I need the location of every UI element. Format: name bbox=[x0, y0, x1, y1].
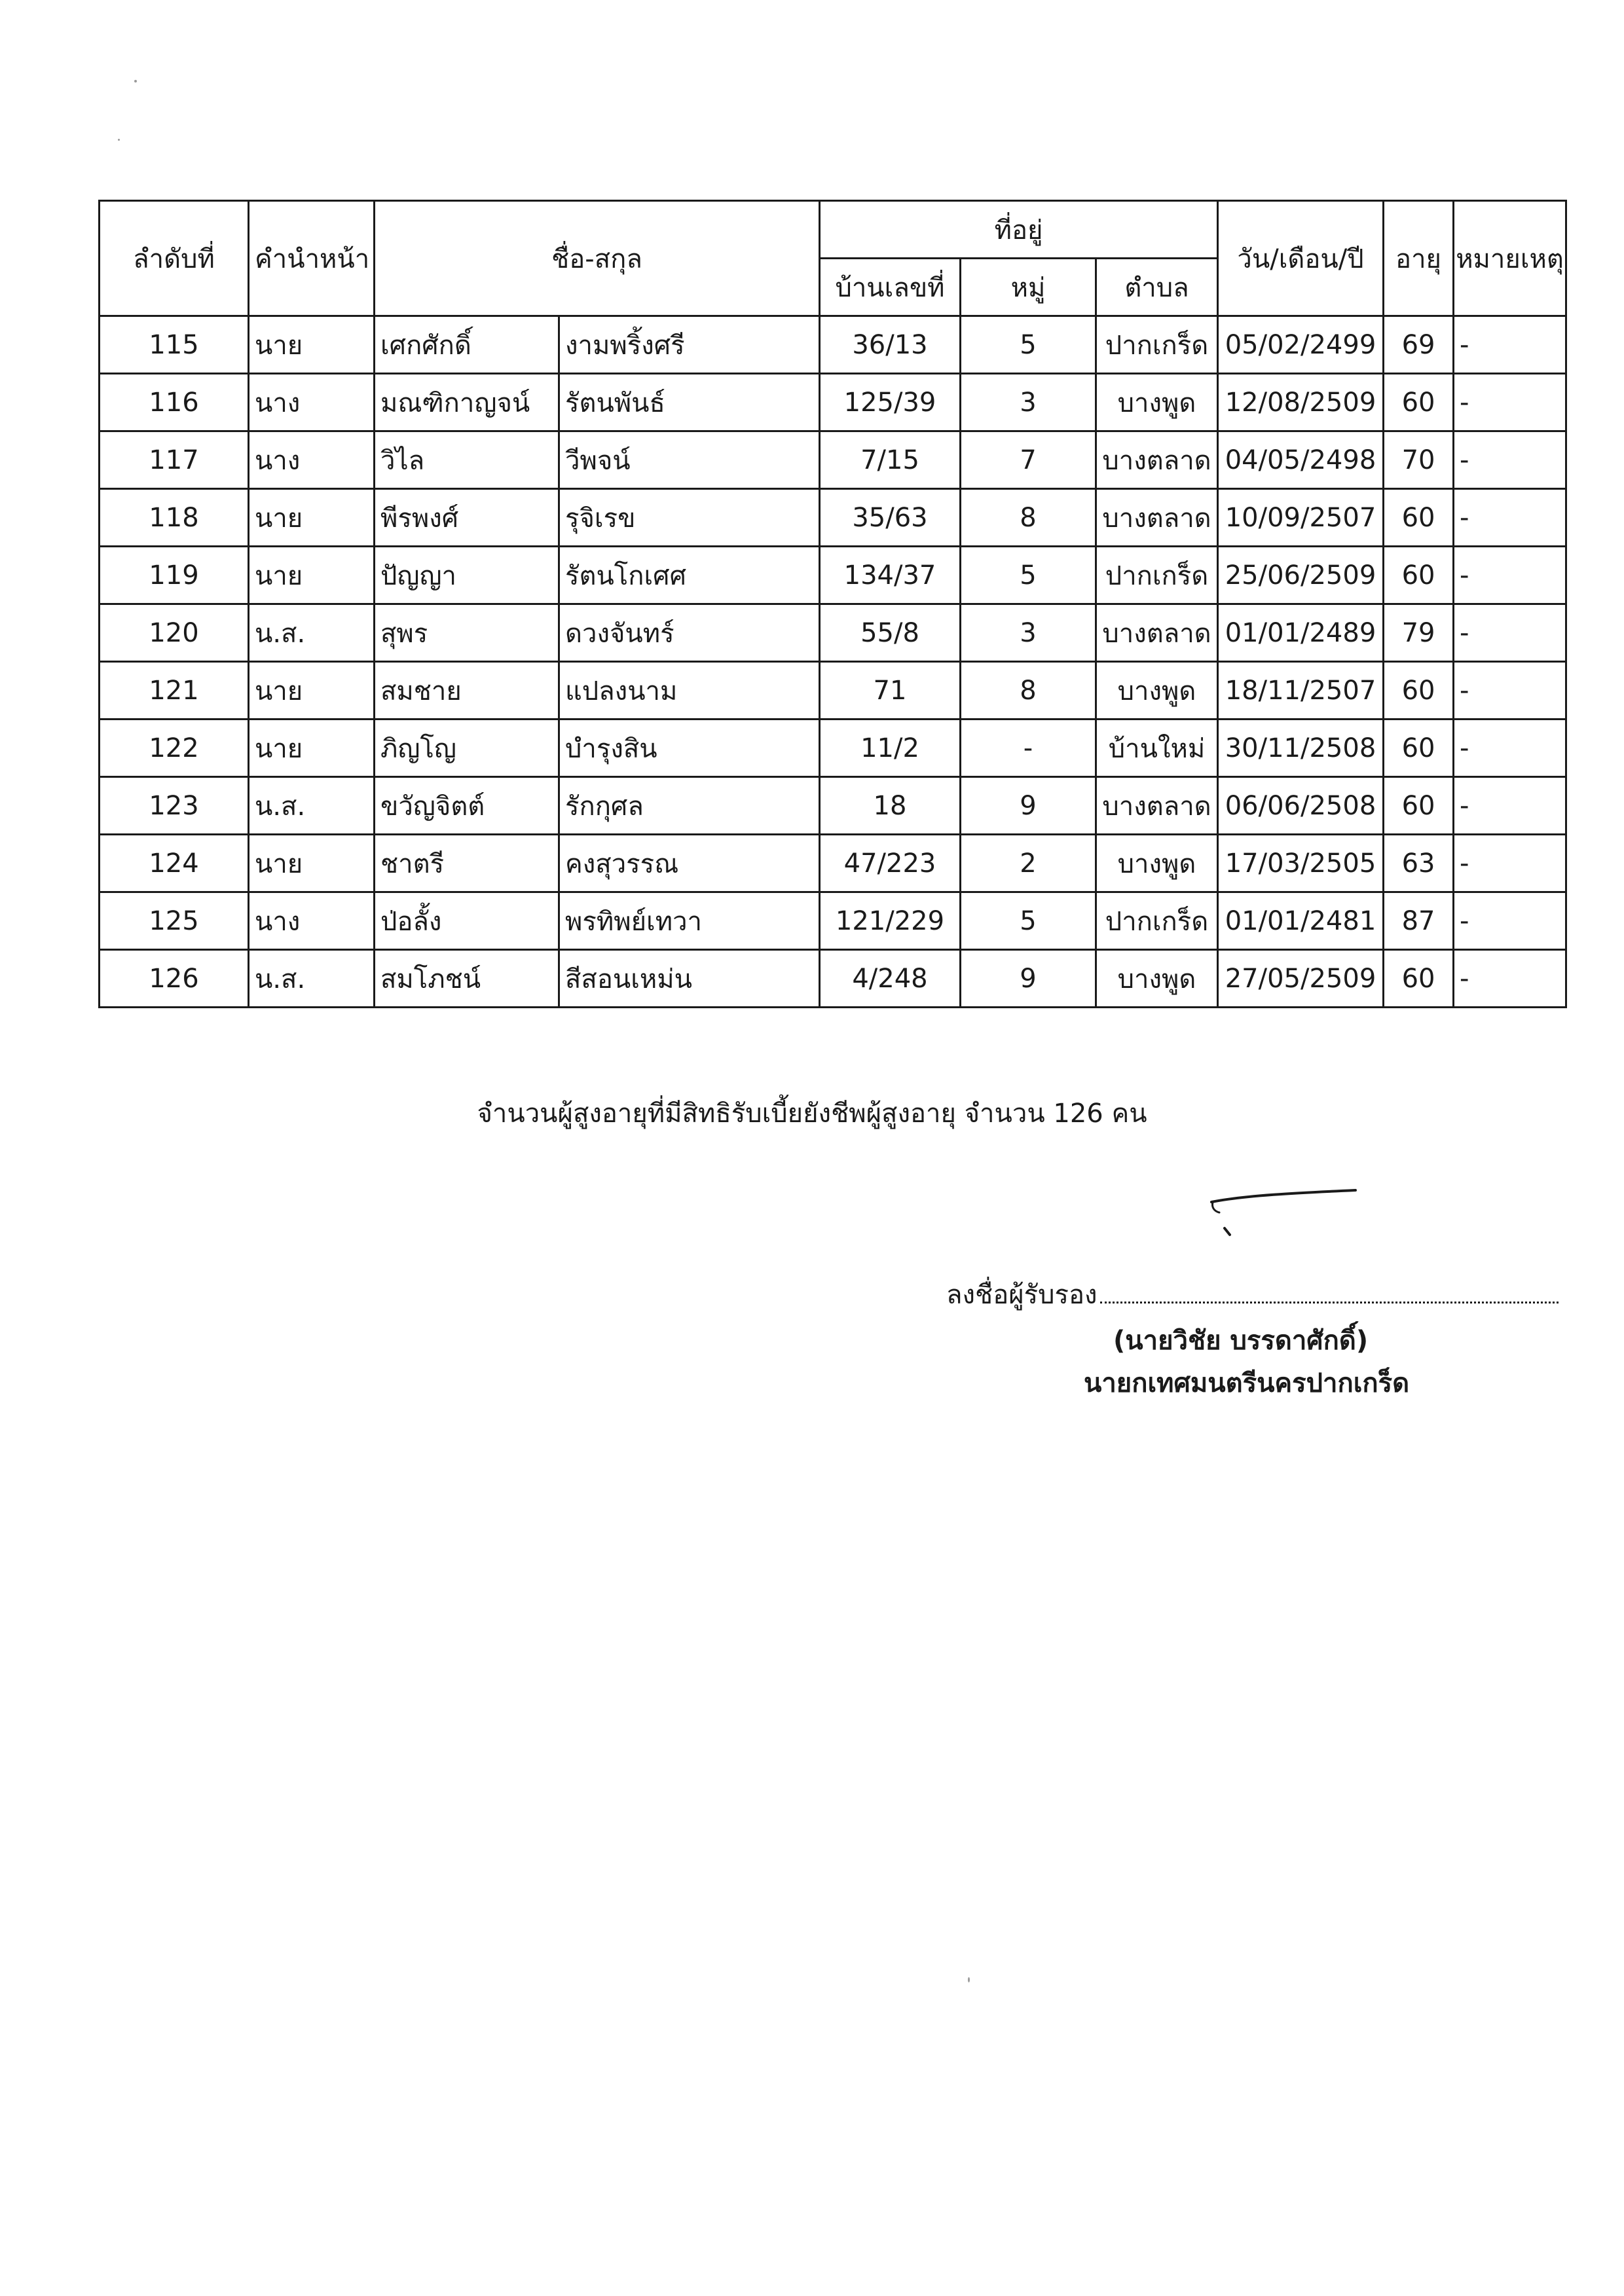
cell-prefix: น.ส. bbox=[249, 777, 375, 835]
table-row bbox=[100, 547, 1566, 604]
cell-age: 79 bbox=[1384, 604, 1454, 662]
cell-first-name: พีรพงศ์ bbox=[375, 489, 559, 547]
cell-tambon: บางพูด bbox=[1096, 374, 1218, 431]
signature-dotted-line bbox=[1100, 1302, 1559, 1303]
cell-house-no: 18 bbox=[820, 777, 961, 835]
cell-last-name: วีพจน์ bbox=[559, 431, 820, 489]
cell-moo: 3 bbox=[961, 374, 1096, 431]
cell-prefix: นาย bbox=[249, 547, 375, 604]
cell-last-name: สีสอนเหม่น bbox=[559, 950, 820, 1008]
cell-age: 69 bbox=[1384, 316, 1454, 374]
cell-first-name: วิไล bbox=[375, 431, 559, 489]
cell-moo: 8 bbox=[961, 489, 1096, 547]
cell-last-name: คงสุวรรณ bbox=[559, 835, 820, 892]
cell-house-no: 11/2 bbox=[820, 720, 961, 777]
cell-house-no: 71 bbox=[820, 662, 961, 720]
cell-moo: 5 bbox=[961, 316, 1096, 374]
header-no: ลำดับที่ bbox=[100, 201, 249, 316]
cell-remark: - bbox=[1454, 720, 1566, 777]
cell-age: 60 bbox=[1384, 720, 1454, 777]
cell-prefix: น.ส. bbox=[249, 604, 375, 662]
cell-dob: 10/09/2507 bbox=[1218, 489, 1384, 547]
cell-tambon: บางตลาด bbox=[1096, 431, 1218, 489]
cell-prefix: นาย bbox=[249, 489, 375, 547]
cell-age: 60 bbox=[1384, 777, 1454, 835]
table-row bbox=[100, 431, 1566, 489]
cell-dob: 04/05/2498 bbox=[1218, 431, 1384, 489]
cell-house-no: 7/15 bbox=[820, 431, 961, 489]
cell-prefix: น.ส. bbox=[249, 950, 375, 1008]
cell-remark: - bbox=[1454, 374, 1566, 431]
signature-label: ลงชื่อผู้รับรอง bbox=[946, 1280, 1098, 1310]
cell-remark: - bbox=[1454, 604, 1566, 662]
cell-dob: 25/06/2509 bbox=[1218, 547, 1384, 604]
header-prefix: คำนำหน้า bbox=[249, 201, 375, 316]
header-age: อายุ bbox=[1384, 201, 1454, 316]
table-row bbox=[100, 950, 1566, 1008]
cell-age: 70 bbox=[1384, 431, 1454, 489]
table-row bbox=[100, 720, 1566, 777]
cell-tambon: บางพูด bbox=[1096, 662, 1218, 720]
scan-speck bbox=[968, 1977, 970, 1982]
cell-remark: - bbox=[1454, 892, 1566, 950]
header-address: ที่อยู่ bbox=[820, 201, 1218, 259]
cell-moo: 7 bbox=[961, 431, 1096, 489]
cell-house-no: 134/37 bbox=[820, 547, 961, 604]
scan-speck bbox=[134, 80, 137, 82]
cell-first-name: ปัญญา bbox=[375, 547, 559, 604]
cell-dob: 18/11/2507 bbox=[1218, 662, 1384, 720]
header-remark: หมายเหตุ bbox=[1454, 201, 1566, 316]
cell-moo: - bbox=[961, 720, 1096, 777]
cell-age: 87 bbox=[1384, 892, 1454, 950]
cell-prefix: นาย bbox=[249, 662, 375, 720]
header-dob: วัน/เดือน/ปี bbox=[1218, 201, 1384, 316]
cell-no: 125 bbox=[100, 892, 249, 950]
cell-tambon: บางตลาด bbox=[1096, 604, 1218, 662]
cell-age: 63 bbox=[1384, 835, 1454, 892]
elderly-allowance-table bbox=[98, 200, 1567, 1008]
scan-speck bbox=[118, 139, 120, 141]
cell-last-name: รักกุศล bbox=[559, 777, 820, 835]
cell-moo: 3 bbox=[961, 604, 1096, 662]
cell-moo: 9 bbox=[961, 777, 1096, 835]
table-row bbox=[100, 662, 1566, 720]
table-row bbox=[100, 489, 1566, 547]
signature-line bbox=[946, 1273, 1559, 1315]
cell-dob: 01/01/2489 bbox=[1218, 604, 1384, 662]
cell-dob: 30/11/2508 bbox=[1218, 720, 1384, 777]
cell-moo: 5 bbox=[961, 892, 1096, 950]
cell-dob: 06/06/2508 bbox=[1218, 777, 1384, 835]
cell-first-name: ขวัญจิตต์ bbox=[375, 777, 559, 835]
cell-age: 60 bbox=[1384, 950, 1454, 1008]
signer-name: (นายวิชัย บรรดาศักดิ์) bbox=[1113, 1326, 1369, 1356]
cell-prefix: นาง bbox=[249, 374, 375, 431]
cell-tambon: ปากเกร็ด bbox=[1096, 316, 1218, 374]
cell-dob: 01/01/2481 bbox=[1218, 892, 1384, 950]
cell-remark: - bbox=[1454, 835, 1566, 892]
cell-age: 60 bbox=[1384, 547, 1454, 604]
cell-house-no: 55/8 bbox=[820, 604, 961, 662]
cell-house-no: 36/13 bbox=[820, 316, 961, 374]
table-row bbox=[100, 777, 1566, 835]
cell-last-name: บำรุงสิน bbox=[559, 720, 820, 777]
cell-remark: - bbox=[1454, 316, 1566, 374]
cell-last-name: พรทิพย์เทวา bbox=[559, 892, 820, 950]
cell-dob: 17/03/2505 bbox=[1218, 835, 1384, 892]
cell-first-name: มณฑิกาญจน์ bbox=[375, 374, 559, 431]
cell-no: 117 bbox=[100, 431, 249, 489]
cell-dob: 27/05/2509 bbox=[1218, 950, 1384, 1008]
cell-remark: - bbox=[1454, 950, 1566, 1008]
cell-last-name: รุจิเรข bbox=[559, 489, 820, 547]
cell-moo: 8 bbox=[961, 662, 1096, 720]
cell-remark: - bbox=[1454, 431, 1566, 489]
cell-first-name: สุพร bbox=[375, 604, 559, 662]
cell-prefix: นาง bbox=[249, 431, 375, 489]
cell-remark: - bbox=[1454, 662, 1566, 720]
cell-no: 121 bbox=[100, 662, 249, 720]
cell-last-name: แปลงนาม bbox=[559, 662, 820, 720]
table-row bbox=[100, 892, 1566, 950]
cell-no: 116 bbox=[100, 374, 249, 431]
summary-text: จำนวนผู้สูงอายุที่มีสิทธิรับเบี้ยยังชีพผู้สูงอายุ จำนวน 126 คน bbox=[477, 1099, 1147, 1129]
cell-no: 126 bbox=[100, 950, 249, 1008]
header-tambon: ตำบล bbox=[1096, 259, 1218, 316]
cell-remark: - bbox=[1454, 777, 1566, 835]
cell-remark: - bbox=[1454, 489, 1566, 547]
cell-prefix: นาย bbox=[249, 835, 375, 892]
cell-house-no: 121/229 bbox=[820, 892, 961, 950]
header-house-no: บ้านเลขที่ bbox=[820, 259, 961, 316]
signer-position: นายกเทศมนตรีนครปากเกร็ด bbox=[1084, 1368, 1410, 1398]
cell-first-name: ชาตรี bbox=[375, 835, 559, 892]
cell-moo: 2 bbox=[961, 835, 1096, 892]
cell-last-name: รัตนพันธ์ bbox=[559, 374, 820, 431]
cell-no: 118 bbox=[100, 489, 249, 547]
cell-no: 123 bbox=[100, 777, 249, 835]
table-row bbox=[100, 374, 1566, 431]
cell-dob: 05/02/2499 bbox=[1218, 316, 1384, 374]
cell-no: 122 bbox=[100, 720, 249, 777]
cell-no: 120 bbox=[100, 604, 249, 662]
cell-house-no: 47/223 bbox=[820, 835, 961, 892]
cell-first-name: ป่อลั้ง bbox=[375, 892, 559, 950]
cell-no: 124 bbox=[100, 835, 249, 892]
cell-tambon: บ้านใหม่ bbox=[1096, 720, 1218, 777]
cell-first-name: สมโภชน์ bbox=[375, 950, 559, 1008]
cell-house-no: 4/248 bbox=[820, 950, 961, 1008]
cell-tambon: บางตลาด bbox=[1096, 777, 1218, 835]
table-header bbox=[100, 201, 1566, 316]
cell-no: 119 bbox=[100, 547, 249, 604]
cell-first-name: เศกศักดิ์ bbox=[375, 316, 559, 374]
cell-dob: 12/08/2509 bbox=[1218, 374, 1384, 431]
table-row bbox=[100, 604, 1566, 662]
cell-age: 60 bbox=[1384, 489, 1454, 547]
cell-moo: 5 bbox=[961, 547, 1096, 604]
header-name: ชื่อ-สกุล bbox=[375, 201, 820, 316]
cell-age: 60 bbox=[1384, 374, 1454, 431]
cell-tambon: ปากเกร็ด bbox=[1096, 892, 1218, 950]
cell-prefix: นาง bbox=[249, 892, 375, 950]
header-moo: หมู่ bbox=[961, 259, 1096, 316]
cell-tambon: บางตลาด bbox=[1096, 489, 1218, 547]
cell-tambon: ปากเกร็ด bbox=[1096, 547, 1218, 604]
cell-prefix: นาย bbox=[249, 720, 375, 777]
cell-house-no: 125/39 bbox=[820, 374, 961, 431]
cell-tambon: บางพูด bbox=[1096, 950, 1218, 1008]
cell-last-name: งามพริ้งศรี bbox=[559, 316, 820, 374]
cell-moo: 9 bbox=[961, 950, 1096, 1008]
cell-first-name: สมชาย bbox=[375, 662, 559, 720]
cell-house-no: 35/63 bbox=[820, 489, 961, 547]
cell-last-name: รัตนโกเศศ bbox=[559, 547, 820, 604]
cell-no: 115 bbox=[100, 316, 249, 374]
cell-first-name: ภิญโญ bbox=[375, 720, 559, 777]
cell-tambon: บางพูด bbox=[1096, 835, 1218, 892]
table-body bbox=[100, 316, 1566, 1008]
cell-last-name: ดวงจันทร์ bbox=[559, 604, 820, 662]
table-row bbox=[100, 835, 1566, 892]
cell-age: 60 bbox=[1384, 662, 1454, 720]
handwritten-signature bbox=[1205, 1184, 1375, 1243]
table-row bbox=[100, 316, 1566, 374]
cell-remark: - bbox=[1454, 547, 1566, 604]
cell-prefix: นาย bbox=[249, 316, 375, 374]
